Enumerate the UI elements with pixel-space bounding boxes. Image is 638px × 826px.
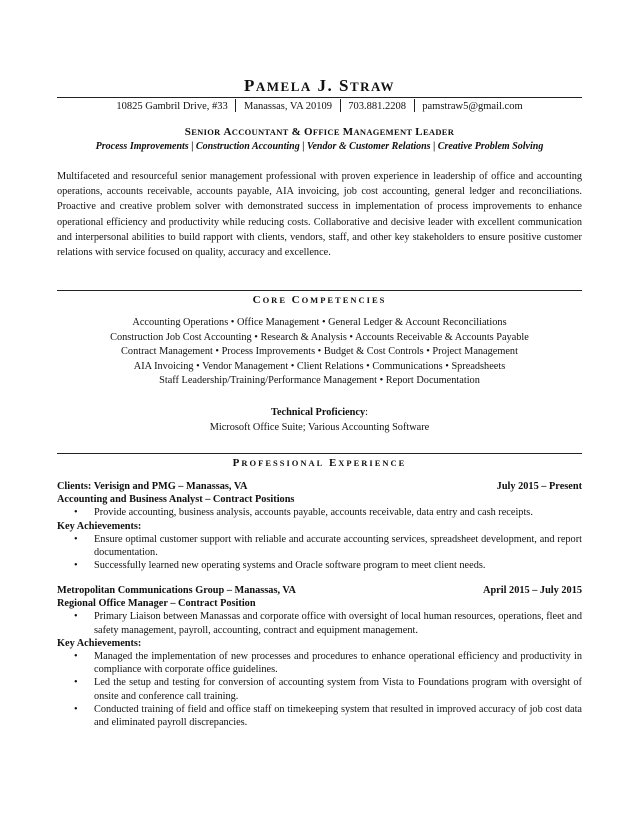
experience-heading: PROFESSIONAL EXPERIENCE [232,457,407,469]
summary-paragraph: Multifaceted and resourceful senior management professional with proven experience in leadership of office and accounting operations, accounts receivable, accounts payable, AIA invoicing, job cost accounting, general ledger and reconciliations. Proactive and creative problem solver with demonstrated success in implementation of process improvements to enhance operational efficiency and productivity while reducing costs. Collaborative and decisive leader with excellent communication and interpersonal abilities to build rapport with clients, vendors, staff, and other key stakeholders to ensure positive customer relations with service focused on quality, accuracy and excellence. [57,171,582,259]
achievement-item: • Managed the implementation of new processes and procedures to enhance operational efficiency and productivity in compliance with corporate office guidelines. [94,650,582,676]
contact-line [57,99,582,112]
tech-label: Technical Proficiency [271,407,366,418]
job-entry [57,480,582,572]
headline-skills: Process Improvements | Construction Accounting | Vendor & Customer Relations | Creative Problem Solving [95,141,544,152]
candidate-name: PAMELA J. STRAW [243,76,395,95]
competencies-heading: CORE COMPETENCIES [252,294,387,306]
competency-line: Accounting Operations • Office Management • General Ledger & Account Reconciliations [132,317,507,328]
job-dates: July 2015 – Present [496,481,582,492]
job-company: Clients: Verisign and PMG – Manassas, VA [57,481,248,492]
achievement-item: • Ensure optimal customer support with reliable and accurate accounting services, spreadsheet development, and report documentation. [94,533,582,559]
city: Manassas, VA 20109 [244,101,333,112]
phone: 703.881.2208 [348,101,407,112]
key-achievements-label: Key Achievements: [57,637,142,649]
section-divider [57,453,582,454]
headline-title: SENIOR ACCOUNTANT & OFFICE MANAGEMENT LEADER [184,126,455,138]
job-duty: • Primary Liaison between Manassas and corporate office with oversight of local human resources, operations, fleet and safety management, payroll, accounting, contract and equipment management. [94,610,582,636]
competency-line: Staff Leadership/Training/Performance Management • Report Documentation [159,375,480,387]
competency-line: AIA Invoicing • Vendor Management • Client Relations • Communications • Spreadsheets [133,360,506,372]
job-entry [57,584,582,729]
job-duty: • Provide accounting, business analysis, accounts payable, accounts receivable, data entry and cash receipts. [94,506,582,519]
job-dates: April 2015 – July 2015 [483,585,582,596]
separator [340,99,341,112]
separator [235,99,236,112]
achievement-item: • Led the setup and testing for conversion of accounting system from Vista to Foundations program with oversight of onsite and conference call training. [94,676,582,702]
key-achievements-label: Key Achievements: [57,520,142,532]
achievement-item: • Conducted training of field and office staff on timekeeping system that resulted in improved accuracy of job cost data and eliminated payroll discrepancies. [94,703,582,729]
section-divider [57,290,582,291]
job-role: Accounting and Business Analyst – Contract Positions [57,494,295,506]
address: 10825 Gambril Drive, #33 [116,101,228,112]
job-company: Metropolitan Communications Group – Manassas, VA [57,585,296,596]
separator [414,99,415,112]
tech-value: Microsoft Office Suite; Various Accounting Software [209,422,430,433]
email-link[interactable]: pamstraw5@gmail.com [422,101,523,112]
competencies-list [57,316,582,389]
header-divider [57,97,582,98]
competency-line: Construction Job Cost Accounting • Research & Analysis • Accounts Receivable & Accounts Payable [110,331,529,343]
achievement-item: • Successfully learned new operating systems and Oracle software program to meet client needs. [94,559,582,572]
job-role: Regional Office Manager – Contract Position [57,598,256,610]
competency-line: Contract Management • Process Improvements • Budget & Cost Controls • Project Management [121,346,518,358]
technical-proficiency: Technical Proficiency: Microsoft Office Suite; Various Accounting Software [57,405,582,435]
